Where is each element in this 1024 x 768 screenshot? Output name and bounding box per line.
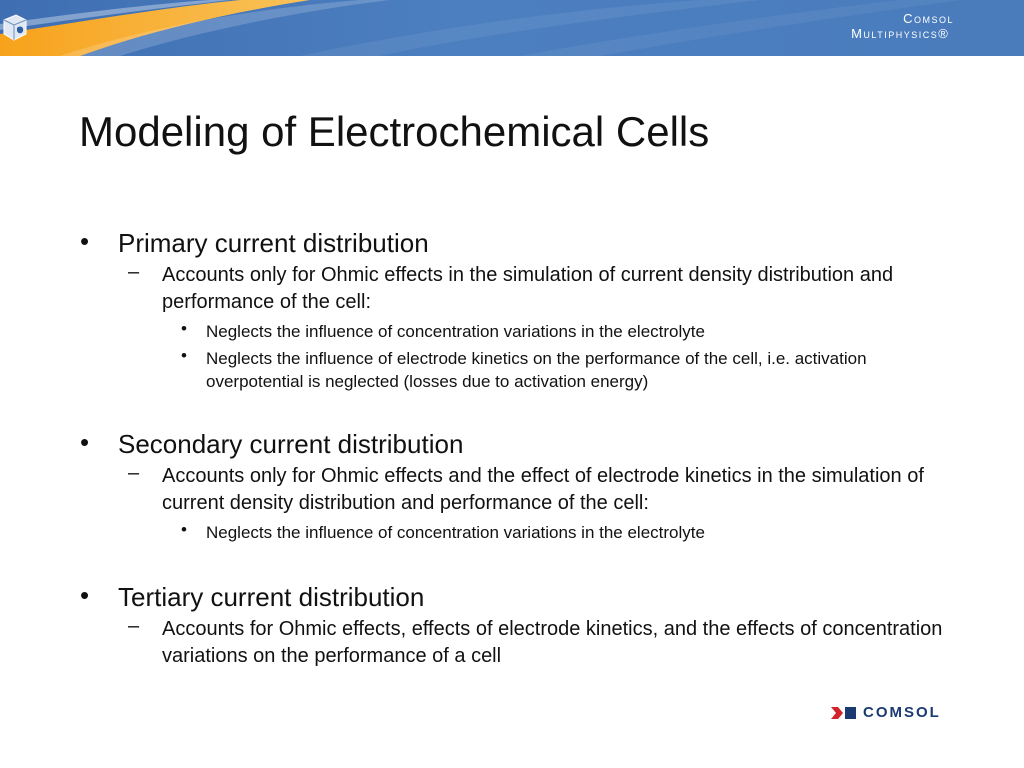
point-bullet <box>181 346 926 393</box>
comsol-wordmark: COMSOL <box>863 704 941 721</box>
comsol-logo-icon <box>831 706 857 720</box>
bullet-dot: • <box>80 580 90 610</box>
sub-bullet-text: Accounts for Ohmic effects, effects of electrode kinetics, and the effects of concentration variations on the performance of a cell <box>162 618 943 667</box>
sub-bullet <box>128 261 962 316</box>
bullet-dot: • <box>80 226 90 256</box>
bullet-dot: • <box>181 346 187 365</box>
multiphysics-cube-icon <box>0 12 28 42</box>
sub-bullet-text: Accounts only for Ohmic effects and the effect of electrode kinetics in the simulation of current density distribution and performance of the cell: <box>162 465 924 514</box>
point-text: Neglects the influence of concentration variations in the electrolyte <box>206 523 705 542</box>
bullet-content <box>0 226 1024 670</box>
brand-line1: Comsol <box>903 11 954 26</box>
point-text: Neglects the influence of electrode kinetics on the performance of the cell, i.e. activation overpotential is neglected (losses due to activation energy) <box>206 349 867 391</box>
dash-marker: – <box>128 615 140 637</box>
header-banner <box>0 0 1024 56</box>
bullet-heading: Primary current distribution <box>118 228 429 258</box>
bullet-heading: Secondary current distribution <box>118 429 464 459</box>
bullet-dot: • <box>181 319 187 338</box>
bullet-tertiary <box>80 580 978 614</box>
dash-marker: – <box>128 261 140 283</box>
sub-bullet <box>128 462 962 517</box>
bullet-heading: Tertiary current distribution <box>118 582 425 612</box>
bullet-dot: • <box>80 427 90 457</box>
sub-bullet-text: Accounts only for Ohmic effects in the simulation of current density distribution and performance of the cell: <box>162 264 894 313</box>
dash-marker: – <box>128 462 140 484</box>
bullet-primary <box>80 226 978 260</box>
point-bullet <box>181 319 926 343</box>
point-text: Neglects the influence of concentration variations in the electrolyte <box>206 322 705 341</box>
slide-title: Modeling of Electrochemical Cells <box>79 108 710 155</box>
comsol-multiphysics-logo <box>851 11 954 41</box>
bullet-dot: • <box>181 520 187 539</box>
bullet-secondary <box>80 427 978 461</box>
comsol-footer-logo <box>831 704 941 721</box>
point-bullet <box>181 520 926 544</box>
brand-line2: Multiphysics® <box>851 26 950 41</box>
sub-bullet <box>128 615 962 670</box>
